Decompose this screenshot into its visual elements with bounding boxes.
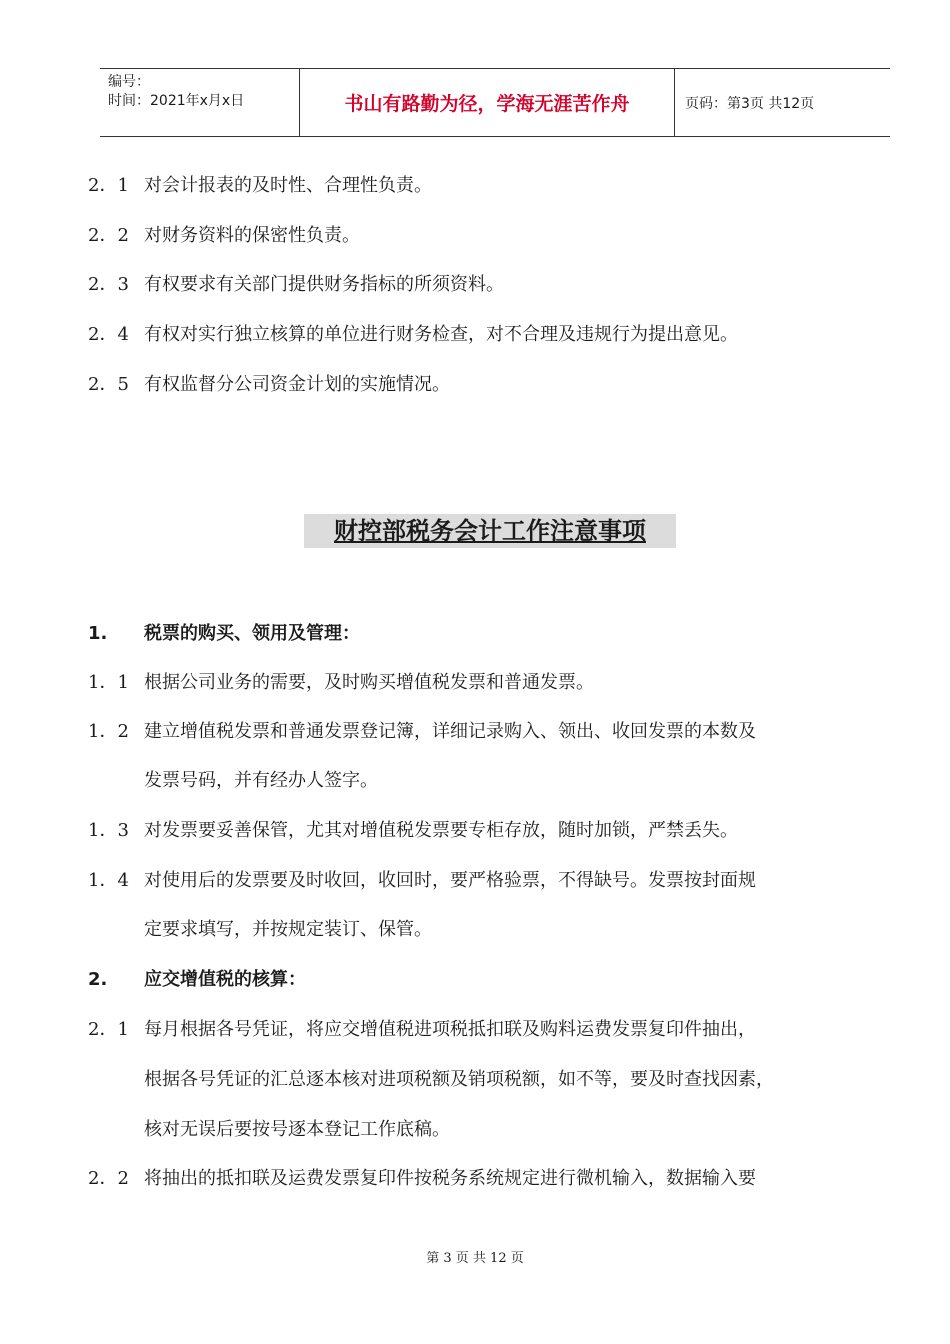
list-item: 1．3 对发票要妥善保管，尤其对增值税发票要专柜存放，随时加锁，严禁丢失。 <box>88 820 738 841</box>
list-item: 2．4 有权对实行独立核算的单位进行财务检查，对不合理及违规行为提出意见。 <box>88 324 738 345</box>
list-item: 1．1 根据公司业务的需要，及时购买增值税发票和普通发票。 <box>88 672 594 693</box>
list-item-continuation: 根据各号凭证的汇总逐本核对进项税额及销项税额，如不等，要及时查找因素， <box>144 1069 774 1090</box>
list-item: 2．1 对会计报表的及时性、合理性负责。 <box>88 175 432 196</box>
page-header <box>100 68 890 137</box>
header-page-info: 页码：第3页 共12页 <box>685 95 815 112</box>
header-motto: 书山有路勤为径，学海无涯苦作舟 <box>300 69 675 136</box>
list-item: 2．2 对财务资料的保密性负责。 <box>88 225 360 246</box>
list-item-continuation: 核对无误后要按号逐本登记工作底稿。 <box>144 1119 450 1140</box>
list-item-continuation: 定要求填写，并按规定装订、保管。 <box>144 919 432 940</box>
list-item: 2．3 有权要求有关部门提供财务指标的所须资料。 <box>88 274 504 295</box>
list-item: 1．4 对使用后的发票要及时收回，收回时，要严格验票，不得缺号。发票按封面规 <box>88 870 756 891</box>
list-item: 2．2 将抽出的抵扣联及运费发票复印件按税务系统规定进行微机输入，数据输入要 <box>88 1168 756 1189</box>
list-item-continuation: 发票号码，并有经办人签字。 <box>144 770 378 791</box>
document-title: 财控部税务会计工作注意事项 <box>304 514 676 548</box>
list-item: 1．2 建立增值税发票和普通发票登记簿，详细记录购入、领出、收回发票的本数及 <box>88 721 756 742</box>
number-label: 编号： <box>108 74 150 90</box>
time-label: 时间：2021年x月x日 <box>108 93 245 109</box>
page-footer: 第 3 页 共 12 页 <box>426 1251 524 1266</box>
header-meta <box>100 69 300 136</box>
list-item: 2．5 有权监督分公司资金计划的实施情况。 <box>88 374 450 395</box>
section-heading-2: 2. 应交增值税的核算： <box>88 969 306 990</box>
list-item: 2．1 每月根据各号凭证，将应交增值税进项税抵扣联及购料运费发票复印件抽出， <box>88 1019 756 1040</box>
section-heading-1: 1. 税票的购买、领用及管理： <box>88 623 360 644</box>
